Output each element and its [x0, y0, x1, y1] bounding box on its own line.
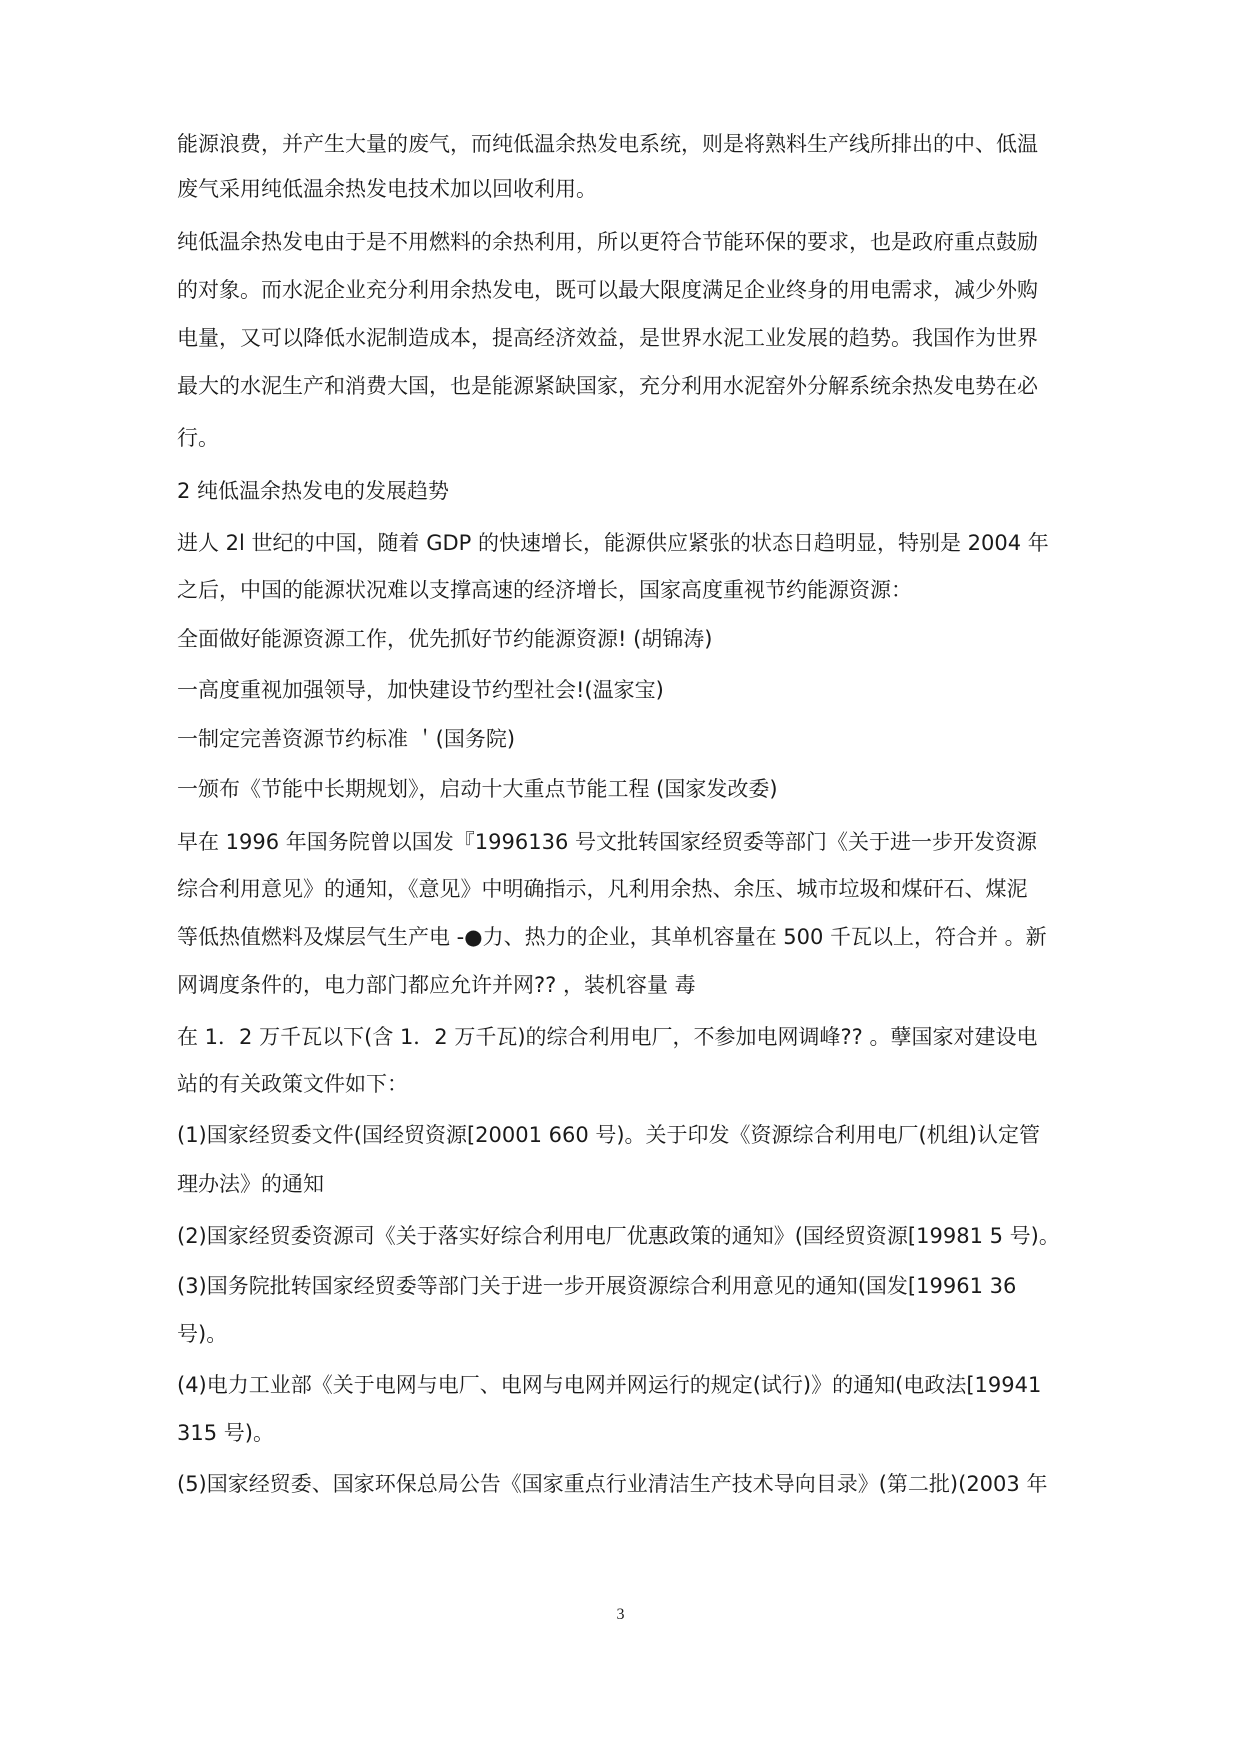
text-line: 全面做好能源资源工作，优先抓好节约能源资源! (胡锦涛): [177, 627, 713, 651]
text-line: 一颁布《节能中长期规划》，启动十大重点节能工程 (国家发改委): [177, 777, 778, 801]
text-line: 电量，又可以降低水泥制造成本，提高经济效益，是世界水泥工业发展的趋势。我国作为世界: [177, 326, 1038, 350]
text-line: 纯低温余热发电由于是不用燃料的余热利用，所以更符合节能环保的要求，也是政府重点鼓励: [177, 230, 1038, 254]
text-line: 等低热值燃料及煤层气生产电 -●力、热力的企业，其单机容量在 500 千瓦以上，符合并 。新: [177, 925, 1047, 949]
text-line: 行。: [177, 426, 219, 450]
text-line: 进人 2l 世纪的中国，随着 GDP 的快速增长，能源供应紧张的状态日趋明显，特别是 2004 年: [177, 531, 1049, 555]
text-line: (2)国家经贸委资源司《关于落实好综合利用电厂优惠政策的通知》(国经贸资源[19981 5 号)。: [177, 1224, 1060, 1248]
text-line: 315 号)。: [177, 1421, 274, 1445]
text-line: 号)。: [177, 1322, 228, 1346]
text-line: 之后，中国的能源状况难以支撑高速的经济增长，国家高度重视节约能源资源：: [177, 578, 912, 602]
text-line: 综合利用意见》的通知，《意见》中明确指示，凡利用余热、余压、城市垃圾和煤矸石、煤泥: [177, 877, 1028, 901]
text-line: 在 1．2 万千瓦以下(含 1．2 万千瓦)的综合利用电厂，不参加电网调峰?? 。孽国家对建设电: [177, 1025, 1038, 1049]
text-line: 最大的水泥生产和消费大国，也是能源紧缺国家，充分利用水泥窑外分解系统余热发电势在必: [177, 374, 1038, 398]
text-line: 早在 1996 年国务院曾以国发『1996136 号文批转国家经贸委等部门《关于进一步开发资源: [177, 830, 1037, 854]
text-line: 能源浪费，并产生大量的废气，而纯低温余热发电系统，则是将熟料生产线所排出的中、低温: [177, 132, 1038, 156]
text-line: 的对象。而水泥企业充分利用余热发电，既可以最大限度满足企业终身的用电需求，减少外购: [177, 278, 1038, 302]
page-number: 3: [616, 1606, 625, 1623]
text-line: 废气采用纯低温余热发电技术加以回收利用。: [177, 177, 597, 201]
text-line: 网调度条件的，电力部门都应允许并网?? ，装机容量 毒: [177, 973, 696, 997]
text-line: 一高度重视加强领导，加快建设节约型社会!(温家宝): [177, 678, 664, 702]
text-line: 站的有关政策文件如下：: [177, 1072, 408, 1096]
text-line: 一制定完善资源节约标准 ＇(国务院): [177, 727, 516, 751]
text-line: (3)国务院批转国家经贸委等部门关于进一步开展资源综合利用意见的通知(国发[19961 36: [177, 1274, 1017, 1298]
text-line: 理办法》的通知: [177, 1172, 324, 1196]
section-heading: 2 纯低温余热发电的发展趋势: [177, 479, 450, 503]
text-line: (4)电力工业部《关于电网与电厂、电网与电网并网运行的规定(试行)》的通知(电政法[19941: [177, 1373, 1042, 1397]
text-line: (5)国家经贸委、国家环保总局公告《国家重点行业清洁生产技术导向目录》(第二批)(2003 年: [177, 1472, 1048, 1496]
text-line: (1)国家经贸委文件(国经贸资源[20001 660 号)。关于印发《资源综合利用电厂(机组)认定管: [177, 1123, 1040, 1147]
